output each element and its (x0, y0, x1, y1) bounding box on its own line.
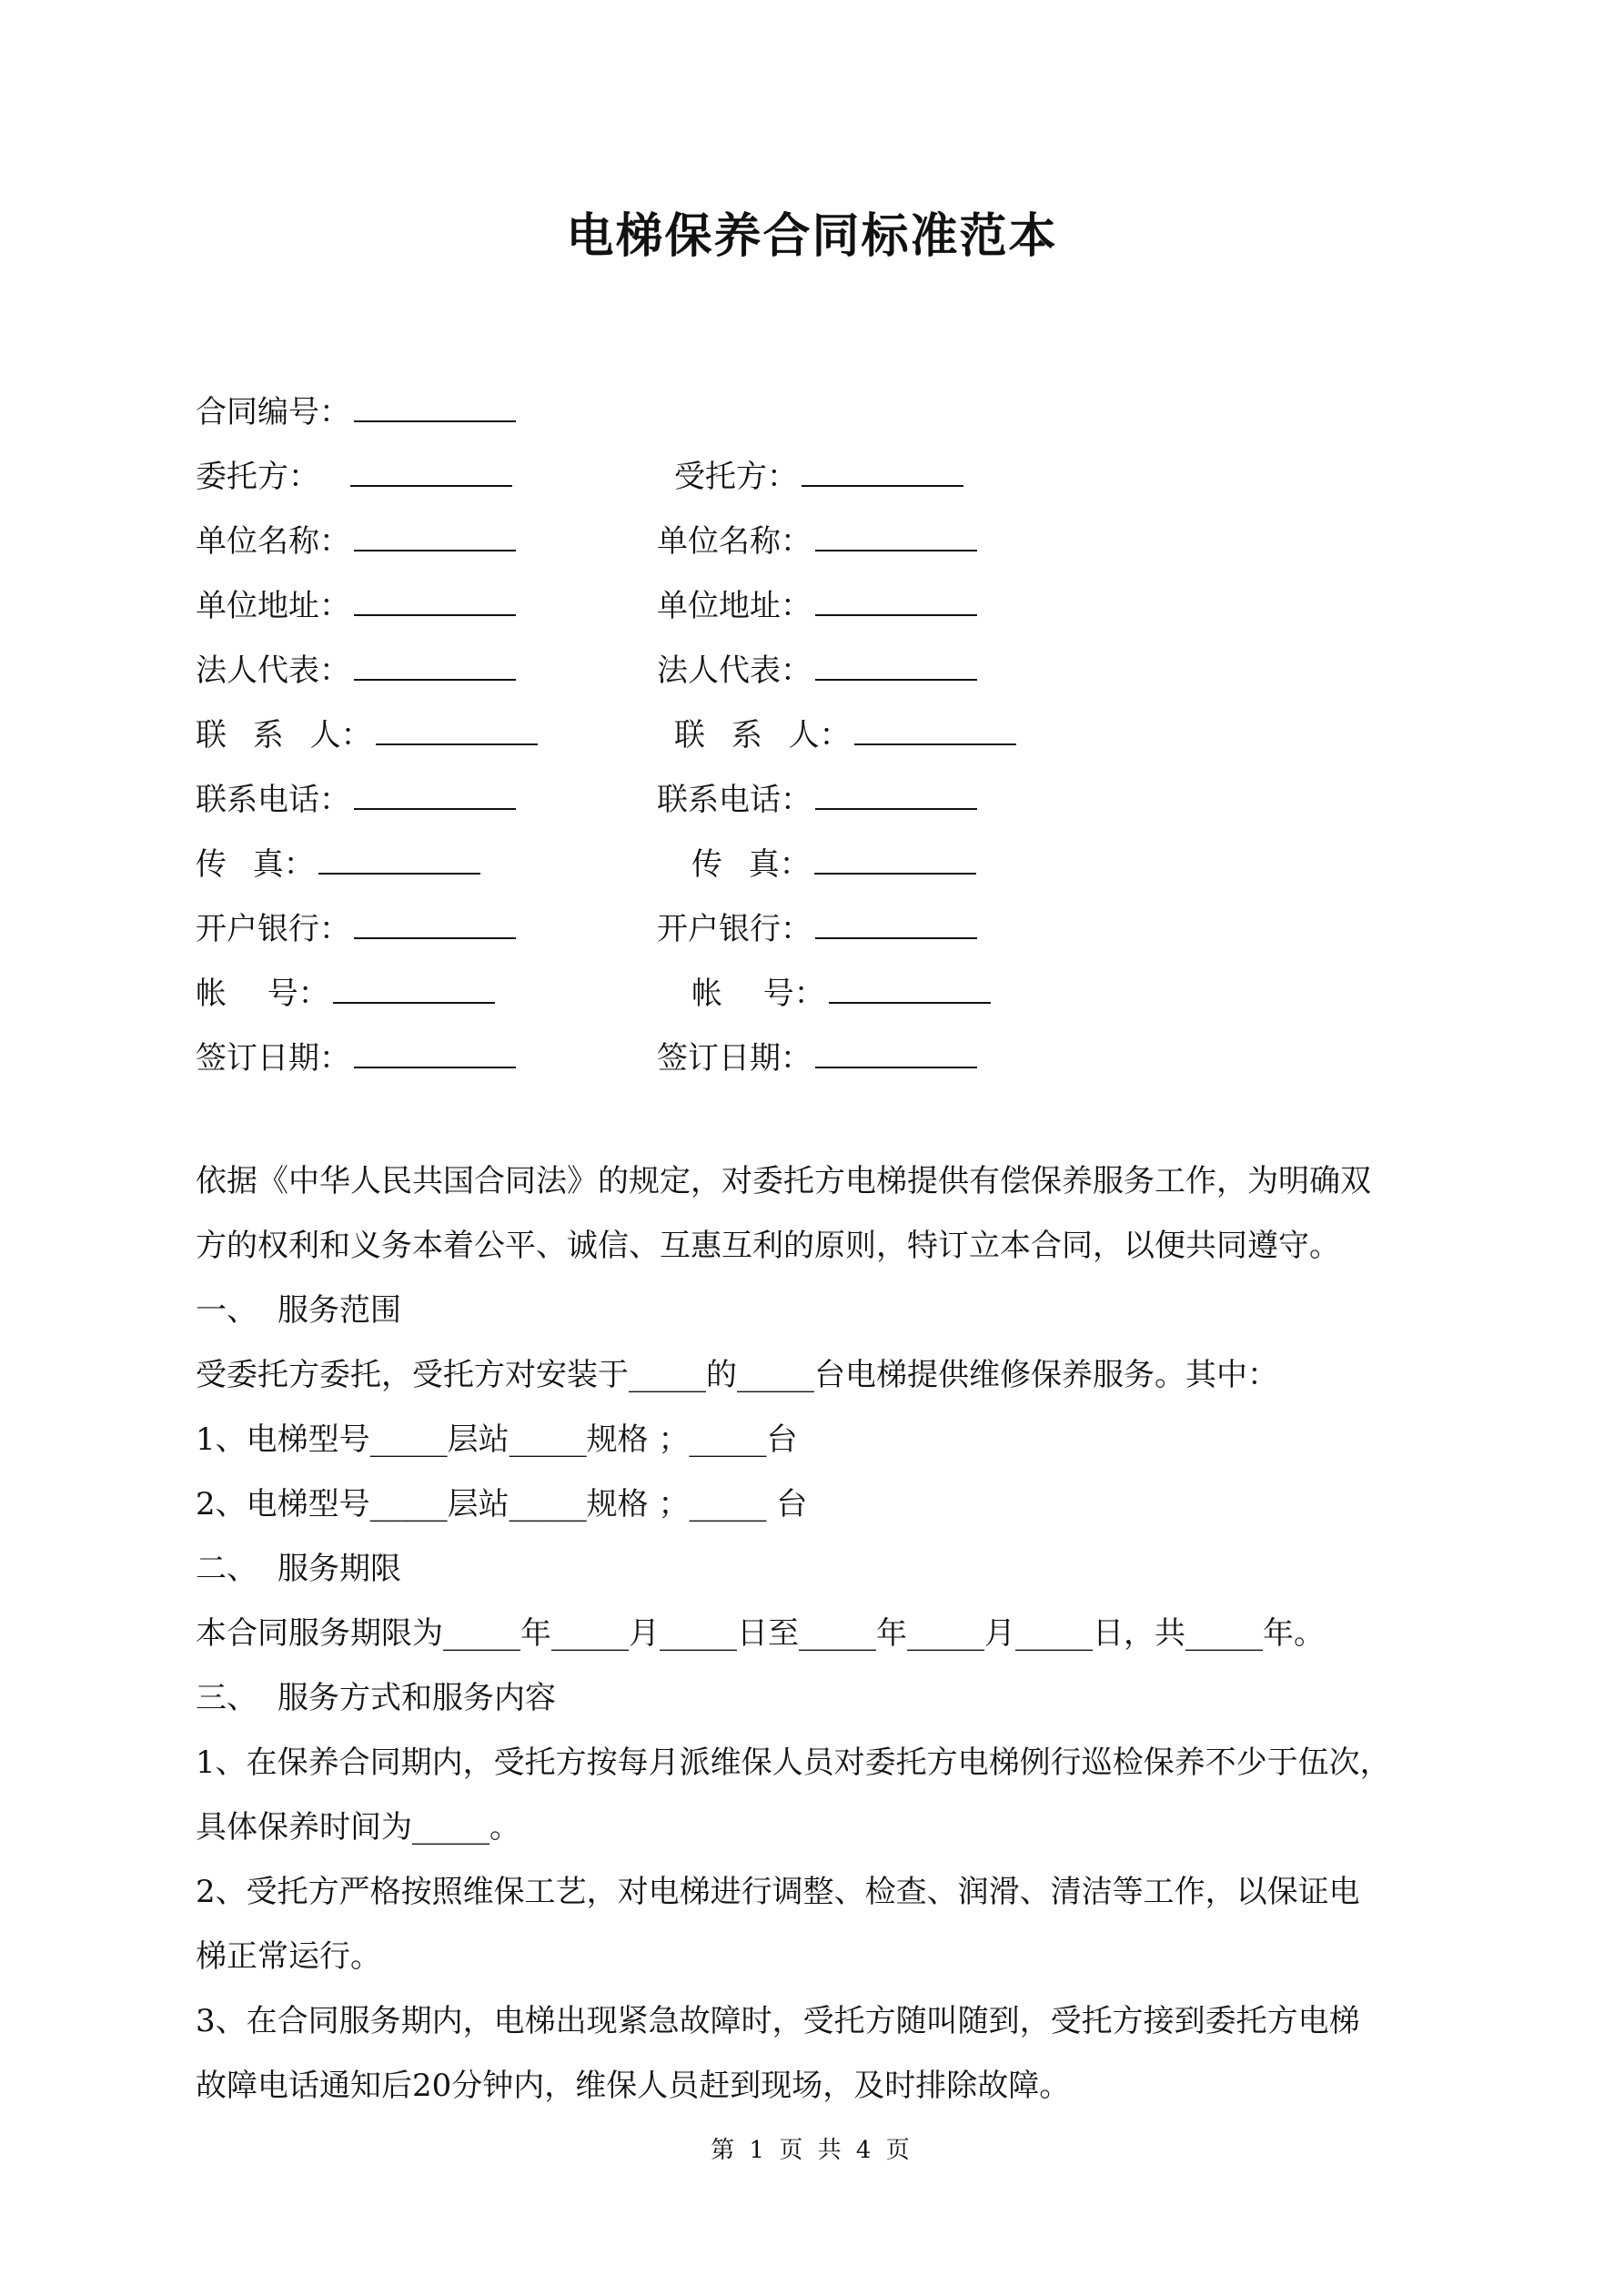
section-1-item-1: 1、电梯型号_____层站_____规格 ；_____台 (196, 1421, 798, 1458)
contractor-account-blank (829, 971, 991, 1004)
section-3-heading (196, 1677, 556, 1719)
section-2-paragraph: 本合同服务期限为_____年_____月_____日至_____年_____月_____日，共_____年。 (196, 1615, 1325, 1652)
client-unit-address-blank (354, 583, 516, 616)
contractor-fax-blank (814, 842, 976, 875)
contractor-sign-date-field (657, 1036, 977, 1079)
contractor-contact-blank (854, 713, 1016, 745)
client-party-label: 委托方： (196, 459, 319, 495)
client-bank-blank (354, 906, 516, 939)
section-2-title: 服务期限 (277, 1551, 401, 1587)
section-3-item-2-line-1: 2、受托方严格按照维保工艺，对电梯进行调整、检查、润滑、清洁等工作，以保证电 (196, 1874, 1360, 1910)
contractor-fax-field (691, 842, 976, 885)
contractor-party-label: 受托方： (674, 459, 798, 495)
client-party-blank (350, 454, 512, 487)
client-bank-label: 开户银行： (196, 911, 350, 947)
section-1-heading (196, 1290, 401, 1331)
contractor-sign-date-label: 签订日期： (657, 1040, 812, 1077)
section-2-number: 二、 (196, 1551, 257, 1587)
contractor-unit-address-blank (815, 583, 977, 616)
client-legal-rep-field (196, 648, 516, 692)
client-account-field (196, 971, 495, 1015)
contractor-legal-rep-label: 法人代表： (657, 652, 812, 689)
section-3-item-3-line-1: 3、在合同服务期内，电梯出现紧急故障时，受托方随叫随到，受托方接到委托方电梯 (196, 2003, 1360, 2039)
section-1-number: 一、 (196, 1292, 257, 1329)
client-contact-field (196, 713, 538, 756)
client-unit-name-blank (354, 519, 516, 551)
client-legal-rep-blank (354, 648, 516, 681)
document-title: 电梯保养合同标准范本 (566, 208, 1058, 264)
client-fax-label: 传 真： (196, 846, 315, 883)
contractor-unit-address-label: 单位地址： (657, 588, 812, 624)
contractor-sign-date-blank (815, 1036, 977, 1068)
section-1-title: 服务范围 (277, 1292, 401, 1329)
contractor-account-field (691, 971, 991, 1015)
client-phone-label: 联系电话： (196, 782, 350, 818)
contractor-unit-address-field (657, 583, 977, 627)
client-sign-date-field (196, 1036, 516, 1079)
contractor-contact-label: 联 系 人： (674, 717, 851, 754)
contractor-legal-rep-field (657, 648, 977, 692)
contractor-account-label: 帐 号： (691, 976, 825, 1012)
contract-number-blank (354, 389, 516, 422)
contractor-unit-name-label: 单位名称： (657, 523, 812, 560)
contractor-party-blank (802, 454, 963, 487)
client-unit-name-label: 单位名称： (196, 523, 350, 560)
page-footer: 第 1 页 共 4 页 (711, 2137, 913, 2164)
client-unit-name-field (196, 519, 516, 562)
section-3-title: 服务方式和服务内容 (277, 1680, 556, 1716)
client-contact-label: 联 系 人： (196, 717, 372, 754)
client-account-blank (333, 971, 495, 1004)
client-sign-date-blank (354, 1036, 516, 1068)
section-3-item-3-line-2: 故障电话通知后20分钟内，维保人员赶到现场，及时排除故障。 (196, 2068, 1071, 2104)
section-1-item-2: 2、电梯型号_____层站_____规格 ；_____ 台 (196, 1486, 808, 1522)
contractor-fax-label: 传 真： (691, 846, 811, 883)
contractor-phone-blank (815, 777, 977, 810)
section-1-paragraph: 受委托方委托，受托方对安装于_____的_____台电梯提供维修保养服务。其中： (196, 1357, 1278, 1393)
section-3-item-1-line-1: 1、在保养合同期内，受托方按每月派维保人员对委托方电梯例行巡检保养不少于伍次， (196, 1745, 1391, 1781)
contractor-unit-name-blank (815, 519, 977, 551)
contractor-contact-field (674, 713, 1016, 756)
client-sign-date-label: 签订日期： (196, 1040, 350, 1077)
section-3-item-1-line-2: 具体保养时间为_____。 (196, 1809, 520, 1846)
section-2-heading (196, 1548, 401, 1590)
contractor-bank-label: 开户银行： (657, 911, 812, 947)
contractor-unit-name-field (657, 519, 977, 562)
intro-line-1: 依据《中华人民共国合同法》的规定，对委托方电梯提供有偿保养服务工作，为明确双 (196, 1163, 1371, 1199)
contractor-bank-field (657, 906, 977, 950)
client-phone-blank (354, 777, 516, 810)
contractor-bank-blank (815, 906, 977, 939)
client-unit-address-label: 单位地址： (196, 588, 350, 624)
section-3-number: 三、 (196, 1680, 257, 1716)
client-bank-field (196, 906, 516, 950)
client-legal-rep-label: 法人代表： (196, 652, 350, 689)
contractor-party-field (674, 454, 963, 498)
client-unit-address-field (196, 583, 516, 627)
client-contact-blank (376, 713, 538, 745)
client-fax-blank (318, 842, 480, 875)
contractor-legal-rep-blank (815, 648, 977, 681)
contractor-phone-label: 联系电话： (657, 782, 812, 818)
contractor-phone-field (657, 777, 977, 821)
contract-number-label: 合同编号： (196, 394, 350, 430)
client-phone-field (196, 777, 516, 821)
intro-line-2: 方的权利和义务本着公平、诚信、互惠互利的原则，特订立本合同，以便共同遵守。 (196, 1228, 1340, 1264)
client-party-field (196, 454, 512, 498)
contract-number-field (196, 389, 516, 433)
section-3-item-2-line-2: 梯正常运行。 (196, 1938, 381, 1975)
client-fax-field (196, 842, 480, 885)
client-account-label: 帐 号： (196, 976, 329, 1012)
